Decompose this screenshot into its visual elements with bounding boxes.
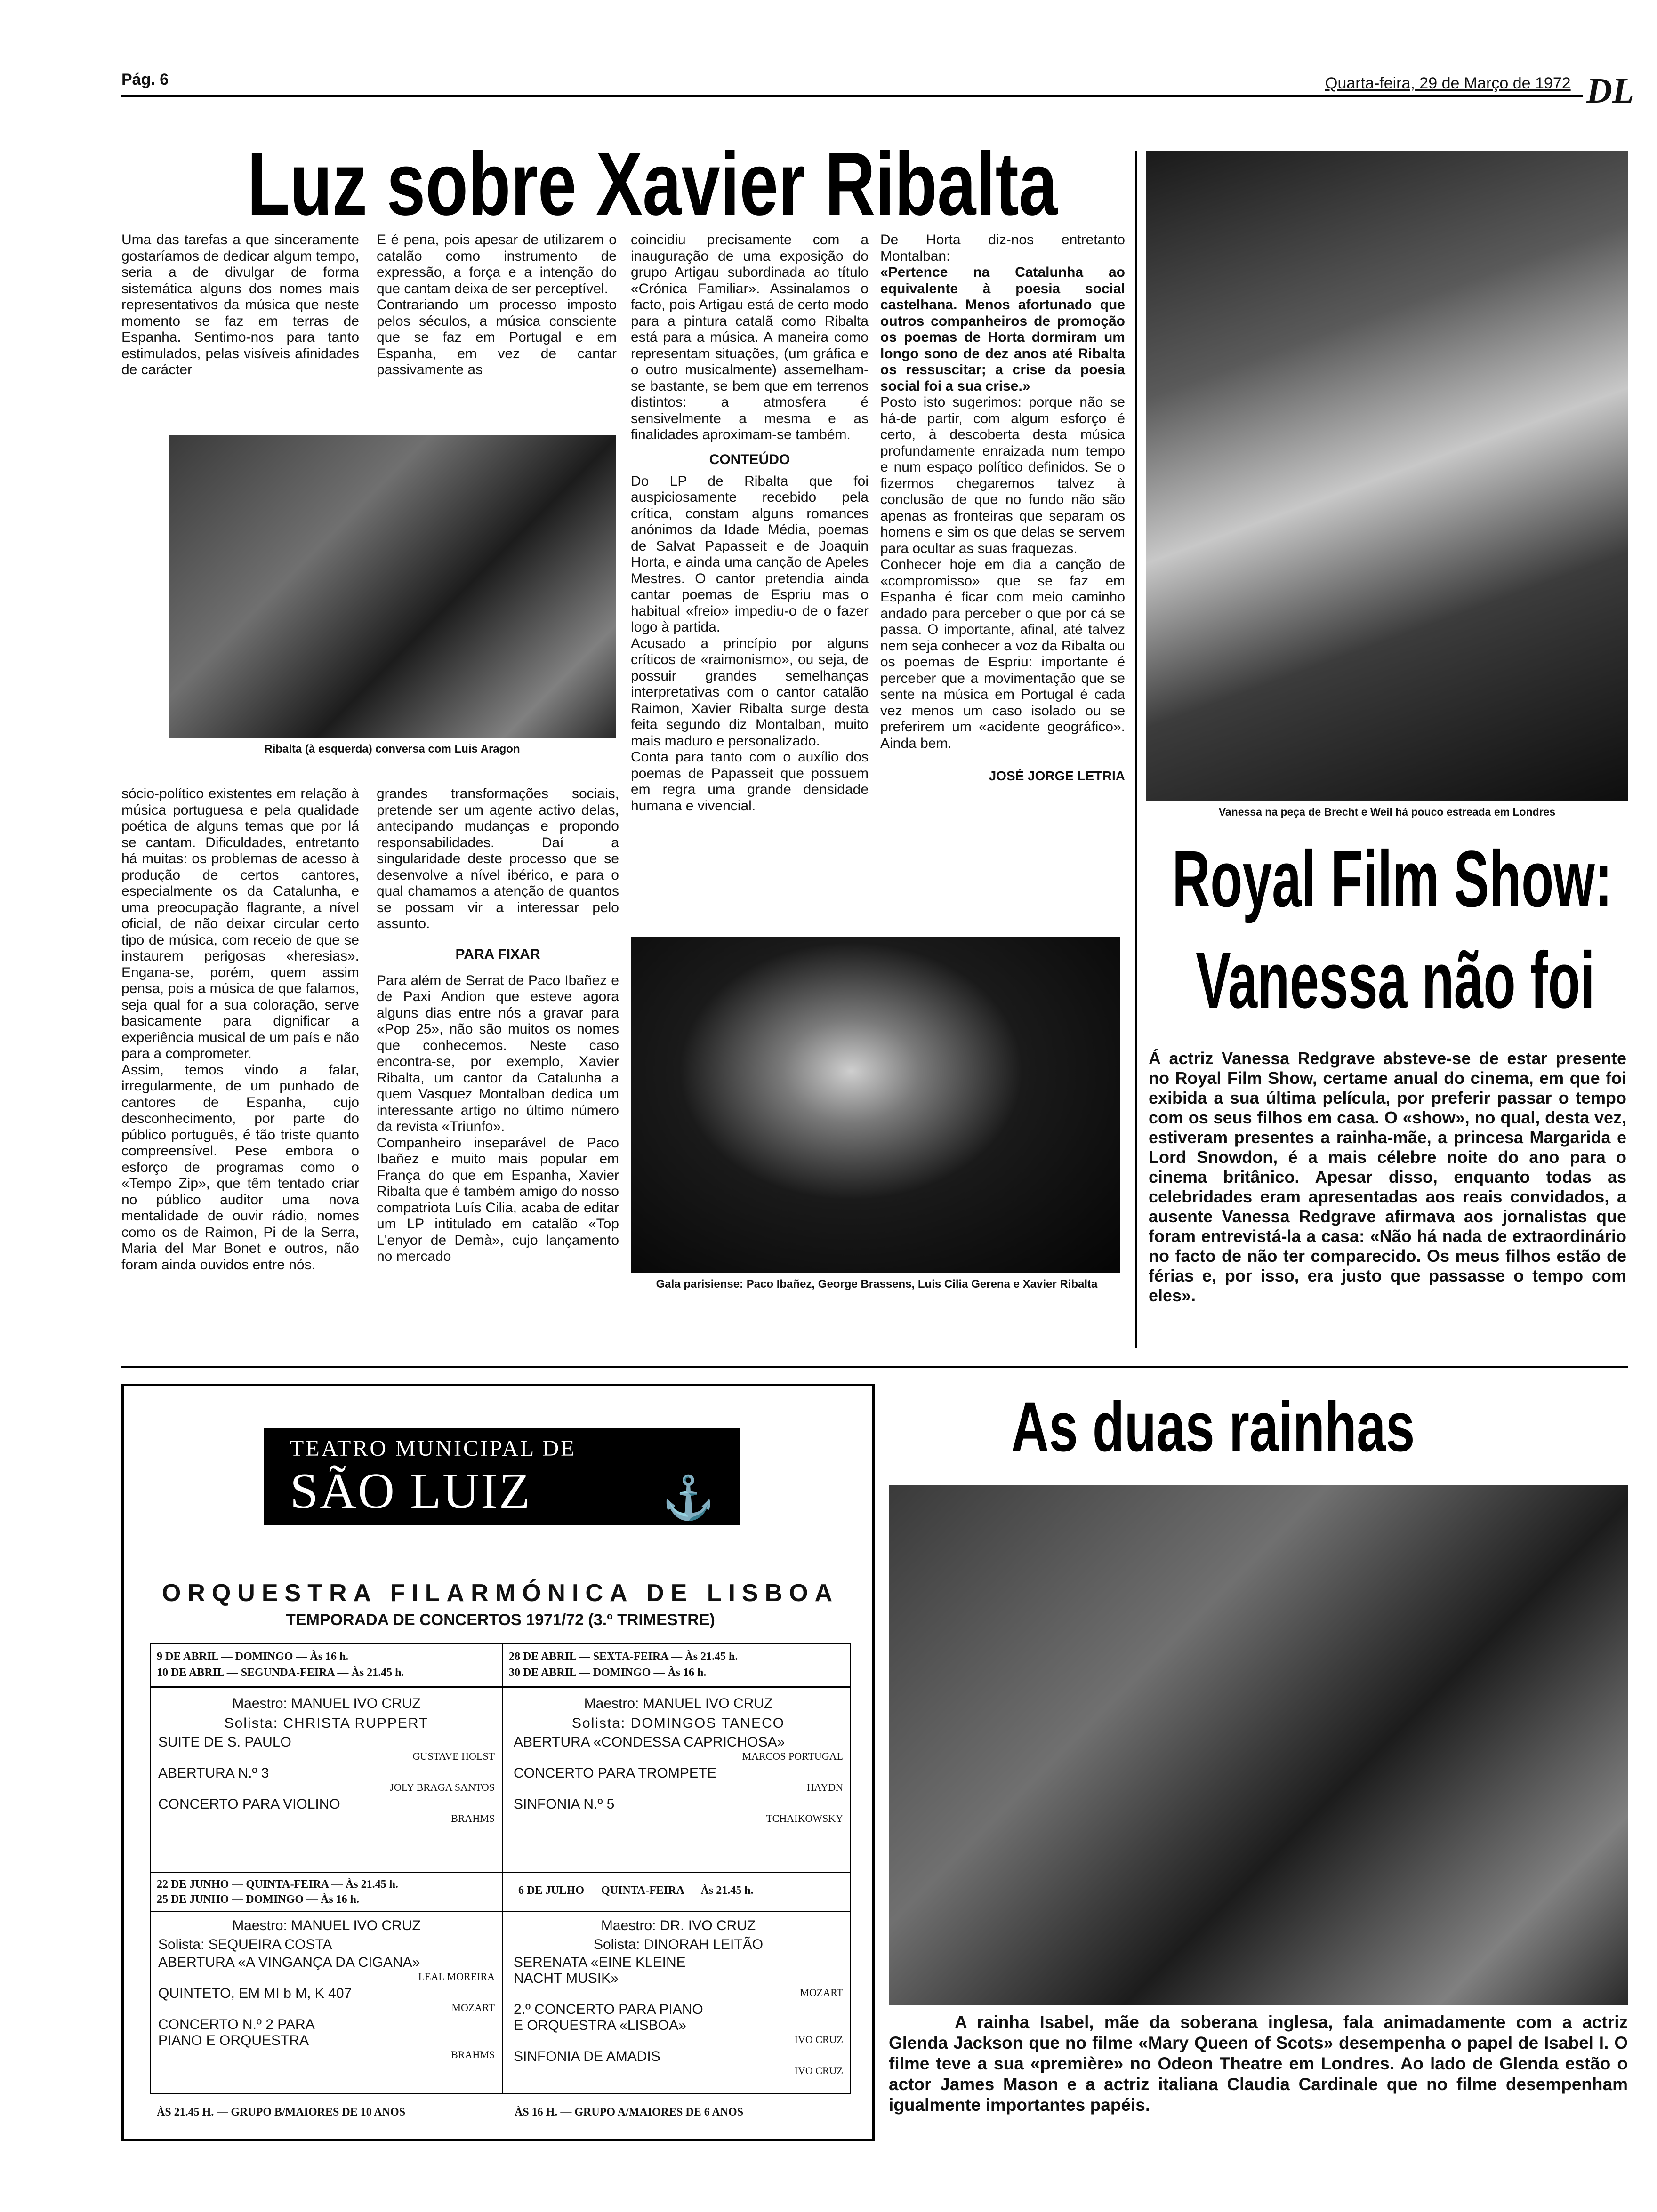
- article1-col2-bottom-text-2: Para além de Serrat de Paco Ibañez e de Paxi Andion que esteve agora alguns dias entre nós a gravar para «Pop 25», não são muitos os nomes que conhecemos. Neste caso encontra-se, por exemplo, Xavier Ribalta, um cantor da Catalunha a quem Vasquez Montalban dedica um interessante artigo no último número da revista «Triunfo». Companheiro inseparável de Paco Ibañez e muito mais popular em França do que em Espanha, Xavier Ribalta que é também amigo do nosso compatriota Luís Cilia, acaba de editar um LP intitulado em catalão «Top L'enyor de Demà», cujo lançamento no mercado: [377, 972, 619, 1264]
- theatre-line1: TEATRO MUNICIPAL DE: [290, 1436, 577, 1461]
- theatre-name: SÃO LUIZ: [290, 1463, 531, 1519]
- article-title: Luz sobre Xavier Ribalta: [247, 134, 1058, 234]
- program-left-1: Maestro: MANUEL IVO CRUZ Solista: CHRISTA RUPPERT SUITE DE S. PAULO GUSTAVE HOLST ABERTURA N.º 3 JOLY BRAGA SANTOS CONCERTO PARA VIOLINO BRAHMS: [158, 1696, 495, 1824]
- article3-caption: A rainha Isabel, mãe da soberana inglesa, fala animadamente com a actriz Glenda Jackson que no filme «Mary Queen of Scots» desempenha o papel de Isabel I. O filme teve a sua «première» no Odeon Theatre em Londres. Ao lado de Glenda estão o actor James Mason e a actriz italiana Claudia Cardinale que no filme desempenham igualmente importantes papéis.: [889, 2012, 1628, 2115]
- dates-left-2: 22 DE JUNHO — QUINTA-FEIRA — Às 21.45 h. 25 DE JUNHO — DOMINGO — Às 16 h.: [157, 1878, 398, 1906]
- photo-ribalta-aragon: [169, 435, 616, 738]
- solista: Solista: DINORAH LEITÃO: [593, 1937, 764, 1952]
- maestro: Maestro: MANUEL IVO CRUZ: [232, 1918, 421, 1933]
- article1-col2-top: E é pena, pois apesar de utilizarem o catalão como instrumento de expressão, a força e a intenção do que cantam deixa de ser perceptível. Contrariando um processo imposto pelos séculos, a música consciente que se faz em Portugal e em Espanha, em vez de cantar passivamente as: [377, 232, 617, 377]
- photo-caption-vanessa: Vanessa na peça de Brecht e Weil há pouco estreada em Londres: [1218, 806, 1556, 818]
- maestro: Maestro: MANUEL IVO CRUZ: [584, 1696, 773, 1711]
- subhead-para-fixar: PARA FIXAR: [455, 946, 540, 962]
- concert-grid-2: [150, 1873, 851, 2094]
- dates-right-1: 28 DE ABRIL — SEXTA-FEIRA — Às 21.45 h. 30 DE ABRIL — DOMINGO — Às 16 h.: [509, 1651, 738, 1679]
- photo-caption: Ribalta (à esquerda) conversa com Luis Aragon: [264, 743, 520, 755]
- maestro: Maestro: MANUEL IVO CRUZ: [232, 1696, 421, 1711]
- montalban-quote: «Pertence na Catalunha ao equivalente à poesia social castelhana. Menos afortunado que outros companheiros de promoção os poemas de Horta dormiram um longo sono de dez anos até Ribalta os ressuscitar; a crise da poesia social foi a sua crise.»: [880, 264, 1125, 394]
- dates-left-1: 9 DE ABRIL — DOMINGO — Às 16 h. 10 DE ABRIL — SEGUNDA-FEIRA — Às 21.45 h.: [157, 1651, 404, 1679]
- solista: Solista: CHRISTA RUPPERT: [224, 1715, 429, 1731]
- issue-date: Quarta-feira, 29 de Março de 1972: [1325, 74, 1571, 92]
- dates-right-2: 6 DE JULHO — QUINTA-FEIRA — Às 21.45 h.: [518, 1884, 754, 1897]
- ad-footer-left: ÀS 21.45 H. — GRUPO B/MAIORES DE 10 ANOS: [157, 2106, 406, 2118]
- concert-ad: [121, 1384, 875, 2141]
- royal-film-show-title: Royal Film Show:: [1172, 834, 1613, 924]
- article1-col3-text-2: Do LP de Ribalta que foi auspiciosamente recebido pela crítica, constam alguns romances anónimos da Idade Média, poemas de Salvat Papasseit e de Joaquin Horta, e ainda uma canção de Apeles Mestres. O cantor pretendia ainda cantar poemas de Espriu mas o habitual «freio» impediu-o de o fazer logo à partida. Acusado a princípio por alguns críticos de «raimonismo», ou seja, de possuir grandes semelhanças interpretativas com o cantor catalão Raimon, Xavier Ribalta surge desta feita segundo diz Montalban, muito mais maduro e personalizado. Conta para tanto com o auxílio dos poemas de Papasseit que possuem em regra uma grande densidade humana e vivencial.: [631, 473, 869, 814]
- subhead-conteudo: CONTEÚDO: [709, 451, 790, 467]
- orchestra-name: ORQUESTRA FILARMÓNICA DE LISBOA: [161, 1579, 839, 1607]
- section-rule: [121, 1366, 1628, 1368]
- vanessa-nao-foi-title: Vanessa não foi: [1196, 936, 1595, 1025]
- article1-col2-bottom: [377, 786, 619, 1265]
- article1-col4-text: De Horta diz-nos entretanto Montalban:: [880, 232, 1125, 264]
- theatre-banner: [264, 1428, 740, 1525]
- season-label: TEMPORADA DE CONCERTOS 1971/72 (3.º TRIMESTRE): [286, 1611, 715, 1629]
- article1-col3-text: coincidiu precisamente com a inauguração de uma exposição do grupo Artigau subordinada ao título «Crónica Familiar». Assinalamos o facto, pois Artigau está de certo modo para a pintura catalã como Ribalta está para a música. A maneira como representam situações, (um gráfica e o outro musicalmente) assemelham-se bastante, se bem que em terrenos distintos: a atmosfera é sensivelmente a mesma e as finalidades aproximam-se também.: [631, 232, 869, 442]
- duas-rainhas-title: As duas rainhas: [1011, 1387, 1415, 1466]
- program-right-2: Maestro: DR. IVO CRUZ Solista: DINORAH LEITÃO SERENATA «EINE KLEINE NACHT MUSIK» MOZART 2.º CONCERTO PARA PIANO E ORQUESTRA «LISBOA» IVO CRUZ SINFONIA DE AMADIS IVO CRUZ: [514, 1918, 843, 2076]
- article1-col4: [880, 232, 1125, 784]
- header-rule: [121, 95, 1583, 97]
- ad-footer-right: ÀS 16 H. — GRUPO A/MAIORES DE 6 ANOS: [515, 2106, 744, 2118]
- page-number: Pág. 6: [121, 71, 169, 88]
- photo-gala-parisiense: [631, 937, 1120, 1273]
- photo-vanessa: [1146, 151, 1628, 801]
- theatre-emblem-icon: ⚓: [662, 1475, 715, 1522]
- program-left-2: Maestro: MANUEL IVO CRUZ Solista: SEQUEIRA COSTA ABERTURA «A VINGANÇA DA CIGANA» LEAL MOREIRA QUINTETO, EM MI b M, K 407 MOZART CONCERTO N.º 2 PARA PIANO E ORQUESTRA BRAHMS: [158, 1918, 495, 2060]
- column-rule: [1135, 151, 1137, 1348]
- concert-grid-1: [150, 1643, 851, 1873]
- program-right-1: Maestro: MANUEL IVO CRUZ Solista: DOMINGOS TANECO ABERTURA «CONDESSA CAPRICHOSA» MARCOS PORTUGAL CONCERTO PARA TROMPETE HAYDN SINFONIA N.º 5 TCHAIKOWSKY: [514, 1696, 843, 1824]
- photo-duas-rainhas: [889, 1485, 1628, 2005]
- article1-col2-bottom-text: grandes transformações sociais, pretende ser um agente activo delas, antecipando mudanças e propondo responsabilidades. Daí a singularidade deste processo que se desenvolve a nível ibérico, e para o qual chamamos a atenção de quantos se possam vir a interessar pelo assunto.: [377, 786, 619, 931]
- maestro: Maestro: DR. IVO CRUZ: [601, 1918, 756, 1933]
- photo-caption-gala: Gala parisiense: Paco Ibañez, George Brassens, Luis Cilia Gerena e Xavier Ribalta: [656, 1278, 1098, 1290]
- article1-col1-top: Uma das tarefas a que sinceramente gostaríamos de dedicar algum tempo, seria a de divulgar de forma sistemática alguns dos nomes mais representativos da música que neste momento se faz em terras de Espanha. Sentimo-nos para tanto estimulados, pelas visíveis afinidades de carácter: [121, 232, 359, 377]
- article1-col4-text-2: Posto isto sugerimos: porque não se há-de partir, com algum esforço é certo, à descoberta desta música profundamente enraizada num tempo e num espaço político definidos. Se o fizermos chegaremos talvez à conclusão de que no fundo não são apenas as fronteiras que separam os homens e sim os que delas se servem para ocultar as suas fraquezas. Conhecer hoje em dia a canção de «compromisso» que se faz em Espanha é ficar com meio caminho andado para perceber o que por cá se passa. O importante, afinal, até talvez nem seja conhecer a voz da Ribalta ou os poemas de Espriu: importante é perceber que a movimentação que se sente na música em Portugal é cada vez menos um caso isolado ou se preferirem um «acidente geográfico». Ainda bem.: [880, 394, 1125, 751]
- author-byline: JOSÉ JORGE LETRIA: [989, 769, 1125, 783]
- article1-col3: [631, 232, 869, 814]
- newspaper-logo: DL: [1586, 71, 1634, 111]
- article1-col1-bottom: sócio-político existentes em relação à música portuguesa e pela qualidade poética de alguns temas que por lá se cantam. Dificuldades, entretanto há muitas: os problemas de acesso à produção de certos cantores, especialmente os da Catalunha, e uma preocupação flagrante, a nível oficial, de não deixar circular certo tipo de música, com receio de que se instaurem perigosas «heresias». Engana-se, porém, quem assim pensa, pois a música de que falamos, seja qual for a sua coloração, serve basicamente para dignificar a experiência musical de um país e não para a comprometer. Assim, temos vindo a falar, irregularmente, de um punhado de cantores de Espanha, cujo desconhecimento, por parte do público português, é tão triste quanto compreensível. Pese embora o esforço de programas como o «Tempo Zip», que têm tentado criar no público auditor uma nova mentalidade de ouvir rádio, nomes como os de Raimon, Pi de la Serra, Maria del Mar Bonet e outros, não foram ainda ouvidos entre nós.: [121, 786, 359, 1273]
- article2-body: Á actriz Vanessa Redgrave absteve-se de estar presente no Royal Film Show, certame anual do cinema, em que foi exibida a sua última película, por preferir passar o tempo com os seus filhos em casa. O «show», no qual, desta vez, estiveram presentes a rainha-mãe, a princesa Margarida e Lord Snowdon, é a mais célebre noite do ano para o cinema britânico. Apesar disso, enquanto todas as celebridades eram apresentadas aos reais convidados, a ausente Vanessa Redgrave afirmava aos jornalistas que foram entrevistá-la a casa: «Não há nada de extraordinário no facto de não ter comparecido. Os meus filhos estão de férias e, por isso, era justo que passasse o tempo com eles».: [1149, 1049, 1626, 1305]
- solista: Solista: DOMINGOS TANECO: [572, 1715, 785, 1731]
- solista: Solista: SEQUEIRA COSTA: [158, 1937, 332, 1952]
